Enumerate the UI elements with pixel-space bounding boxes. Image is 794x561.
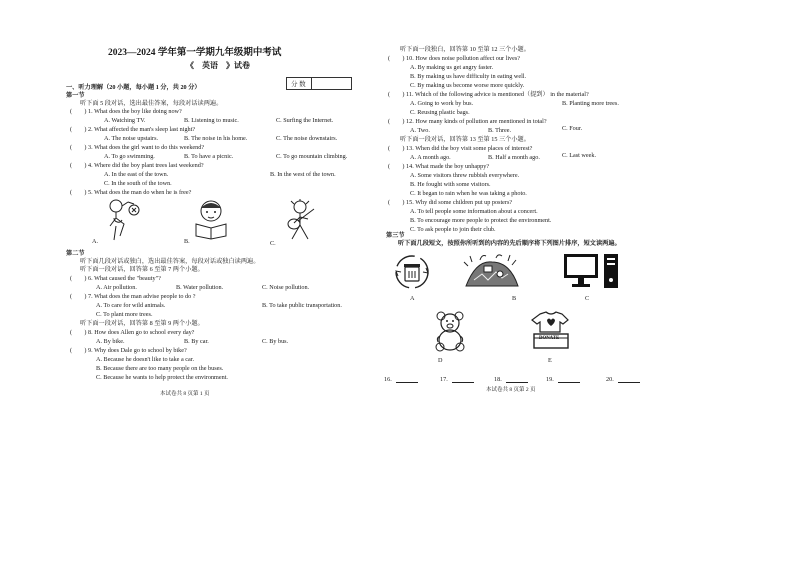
answer-label-17: 17. — [440, 376, 448, 383]
q13-option-b: B. Half a month ago. — [488, 154, 540, 161]
answer-blank-19[interactable] — [558, 382, 580, 383]
question-4: ( ) 4. Where did the boy plant trees last weekend? — [70, 162, 204, 169]
left-page-footer: 本试卷共 8 页第 1 页 — [160, 391, 210, 397]
q13-option-c: C. Last week. — [562, 152, 597, 159]
q14-option-c: C. It began to rain when he was taking a photo. — [410, 190, 527, 197]
q10-option-c: C. By making us become worse more quickly. — [410, 82, 525, 89]
q2-option-a: A. The noise upstairs. — [104, 135, 159, 142]
exam-title: 2023—2024 学年第一学期九年级期中考试 — [108, 48, 282, 58]
q4-option-c: C. In the south of the town. — [104, 180, 172, 187]
donation-box-picture — [530, 310, 572, 350]
q6-option-a: A. Air pollution. — [96, 284, 137, 291]
q12-option-a: A. Two. — [410, 127, 430, 134]
q9-option-a: A. Because he doesn't like to take a car. — [96, 356, 195, 363]
question-14: ( ) 14. What made the boy unhappy? — [388, 163, 490, 170]
dialogue1-instruction: 听下面一段对话，回答第 6 至第 7 两个小题。 — [80, 266, 204, 273]
q4-option-b: B. In the west of the town. — [270, 171, 336, 178]
section1-instruction: 听下面 5 段对话，选出最佳答案，每段对话读两遍。 — [80, 100, 223, 107]
guitar-player-picture — [280, 198, 320, 242]
q1-option-a: A. Watching TV. — [104, 117, 146, 124]
score-label: 分 数 — [291, 81, 306, 88]
picture-e-label: E — [548, 357, 552, 364]
score-divider — [311, 78, 312, 89]
question-1: ( ) 1. What does the boy like doing now? — [70, 108, 182, 115]
part1-heading: 一、听力理解（20 小题，每小题 1 分，共 20 分） — [66, 84, 201, 91]
q8-option-c: C. By bus. — [262, 338, 289, 345]
question-11: ( ) 11. Which of the following advice is mentioned（提到） in the material? — [388, 91, 589, 98]
q15-option-c: C. To ask people to join their club. — [410, 226, 496, 233]
question-6: ( ) 6. What caused the "beauty"? — [70, 275, 161, 282]
question-2: ( ) 2. What affected the man's sleep last night? — [70, 126, 196, 133]
q14-option-a: A. Some visitors threw rubbish everywhere. — [410, 172, 520, 179]
question-9: ( ) 9. Why does Dale go to school by bike? — [70, 347, 187, 354]
q5-option-c: C. — [270, 240, 276, 247]
q13-option-a: A. A month ago. — [410, 154, 451, 161]
q15-option-a: A. To tell people some information about a concert. — [410, 208, 538, 215]
q7-option-c: C. To plant more trees. — [96, 311, 153, 318]
q5-option-a: A. — [92, 238, 99, 245]
q15-option-b: B. To encourage more people to protect the environment. — [410, 217, 552, 224]
dialogue2-instruction: 听下面一段对话，回答第 8 至第 9 两个小题。 — [80, 320, 204, 327]
answer-label-16: 16. — [384, 376, 392, 383]
q9-option-c: C. Because he wants to help protect the environment. — [96, 374, 228, 381]
q12-option-b: B. Three. — [488, 127, 512, 134]
section3-instruction: 听下面几段短文，按照你所听到的内容的先后顺序将下列图片排序，短文读两遍。 — [398, 240, 621, 247]
teddy-bear-picture — [432, 310, 468, 352]
q4-option-a: A. In the east of the town. — [104, 171, 169, 178]
q14-option-b: B. He fought with some visitors. — [410, 181, 491, 188]
q2-option-b: B. The noise in his home. — [184, 135, 248, 142]
q11-option-b: B. Planting more trees. — [562, 100, 619, 107]
rubbish-pile-picture — [460, 252, 522, 290]
picture-c-label: C — [585, 295, 590, 302]
reading-boy-picture — [190, 200, 232, 240]
q6-option-b: B. Water pollution. — [176, 284, 224, 291]
q1-option-b: B. Listening to music. — [184, 117, 239, 124]
monologue-instruction: 听下面一段独白，回答第 10 至第 12 三个小题。 — [400, 46, 530, 53]
q12-option-c: C. Four. — [562, 125, 583, 132]
right-page-footer: 本试卷共 8 页第 2 页 — [486, 387, 536, 393]
question-8: ( ) 8. How does Allen go to school every day? — [70, 329, 195, 336]
score-box — [286, 77, 352, 90]
q10-option-b: B. By making us have difficulty in eating well. — [410, 73, 527, 80]
dialogue4-instruction: 听下面一段对话，回答第 13 至第 15 三个小题。 — [400, 136, 530, 143]
q3-option-c: C. To go mountain climbing. — [276, 153, 348, 160]
recycling-bin-picture — [392, 252, 432, 292]
basketball-player-picture — [104, 198, 146, 242]
answer-label-20: 20. — [606, 376, 614, 383]
donate-label: DONATE — [539, 336, 560, 341]
question-12: ( ) 12. How many kinds of pollution are mentioned in total? — [388, 118, 547, 125]
section2-label: 第二节 — [66, 250, 85, 257]
q2-option-c: C. The noise downstairs. — [276, 135, 338, 142]
picture-b-label: B — [512, 295, 517, 302]
question-7: ( ) 7. What does the man advise people to do ? — [70, 293, 196, 300]
answer-blank-20[interactable] — [618, 382, 640, 383]
q8-option-a: A. By bike. — [96, 338, 125, 345]
section3-label: 第三节 — [386, 232, 405, 239]
q1-option-c: C. Surfing the Internet. — [276, 117, 334, 124]
q5-option-b: B. — [184, 238, 190, 245]
q11-option-c: C. Reusing plastic bags. — [410, 109, 470, 116]
question-5: ( ) 5. What does the man do when he is free? — [70, 189, 192, 196]
answer-blank-16[interactable] — [396, 382, 418, 383]
answer-label-18: 18. — [494, 376, 502, 383]
section1-label: 第一节 — [66, 92, 85, 99]
q9-option-b: B. Because there are too many people on the buses. — [96, 365, 224, 372]
answer-blank-18[interactable] — [506, 382, 528, 383]
subject-line: 《 英语 》试卷 — [186, 61, 250, 70]
picture-a-label: A — [410, 295, 415, 302]
picture-d-label: D — [438, 357, 443, 364]
question-10: ( ) 10. How does noise pollution affect our lives? — [388, 55, 521, 62]
q11-option-a: A. Going to work by bus. — [410, 100, 474, 107]
question-13: ( ) 13. When did the boy visit some places of interest? — [388, 145, 533, 152]
q6-option-c: C. Noise pollution. — [262, 284, 310, 291]
q8-option-b: B. By car. — [184, 338, 209, 345]
q7-option-b: B. To take public transportation. — [262, 302, 342, 309]
q3-option-b: B. To have a picnic. — [184, 153, 234, 160]
answer-label-19: 19. — [546, 376, 554, 383]
q7-option-a: A. To care for wild animals. — [96, 302, 166, 309]
q10-option-a: A. By making us get angry faster. — [410, 64, 494, 71]
answer-blank-17[interactable] — [452, 382, 474, 383]
section2-instruction: 听下面几段对话或独白，选出最佳答案，每段对话或独白读两遍。 — [80, 258, 260, 265]
computer-picture — [562, 252, 622, 292]
question-15: ( ) 15. Why did some children put up posters? — [388, 199, 513, 206]
question-3: ( ) 3. What does the girl want to do this weekend? — [70, 144, 205, 151]
q3-option-a: A. To go swimming. — [104, 153, 155, 160]
